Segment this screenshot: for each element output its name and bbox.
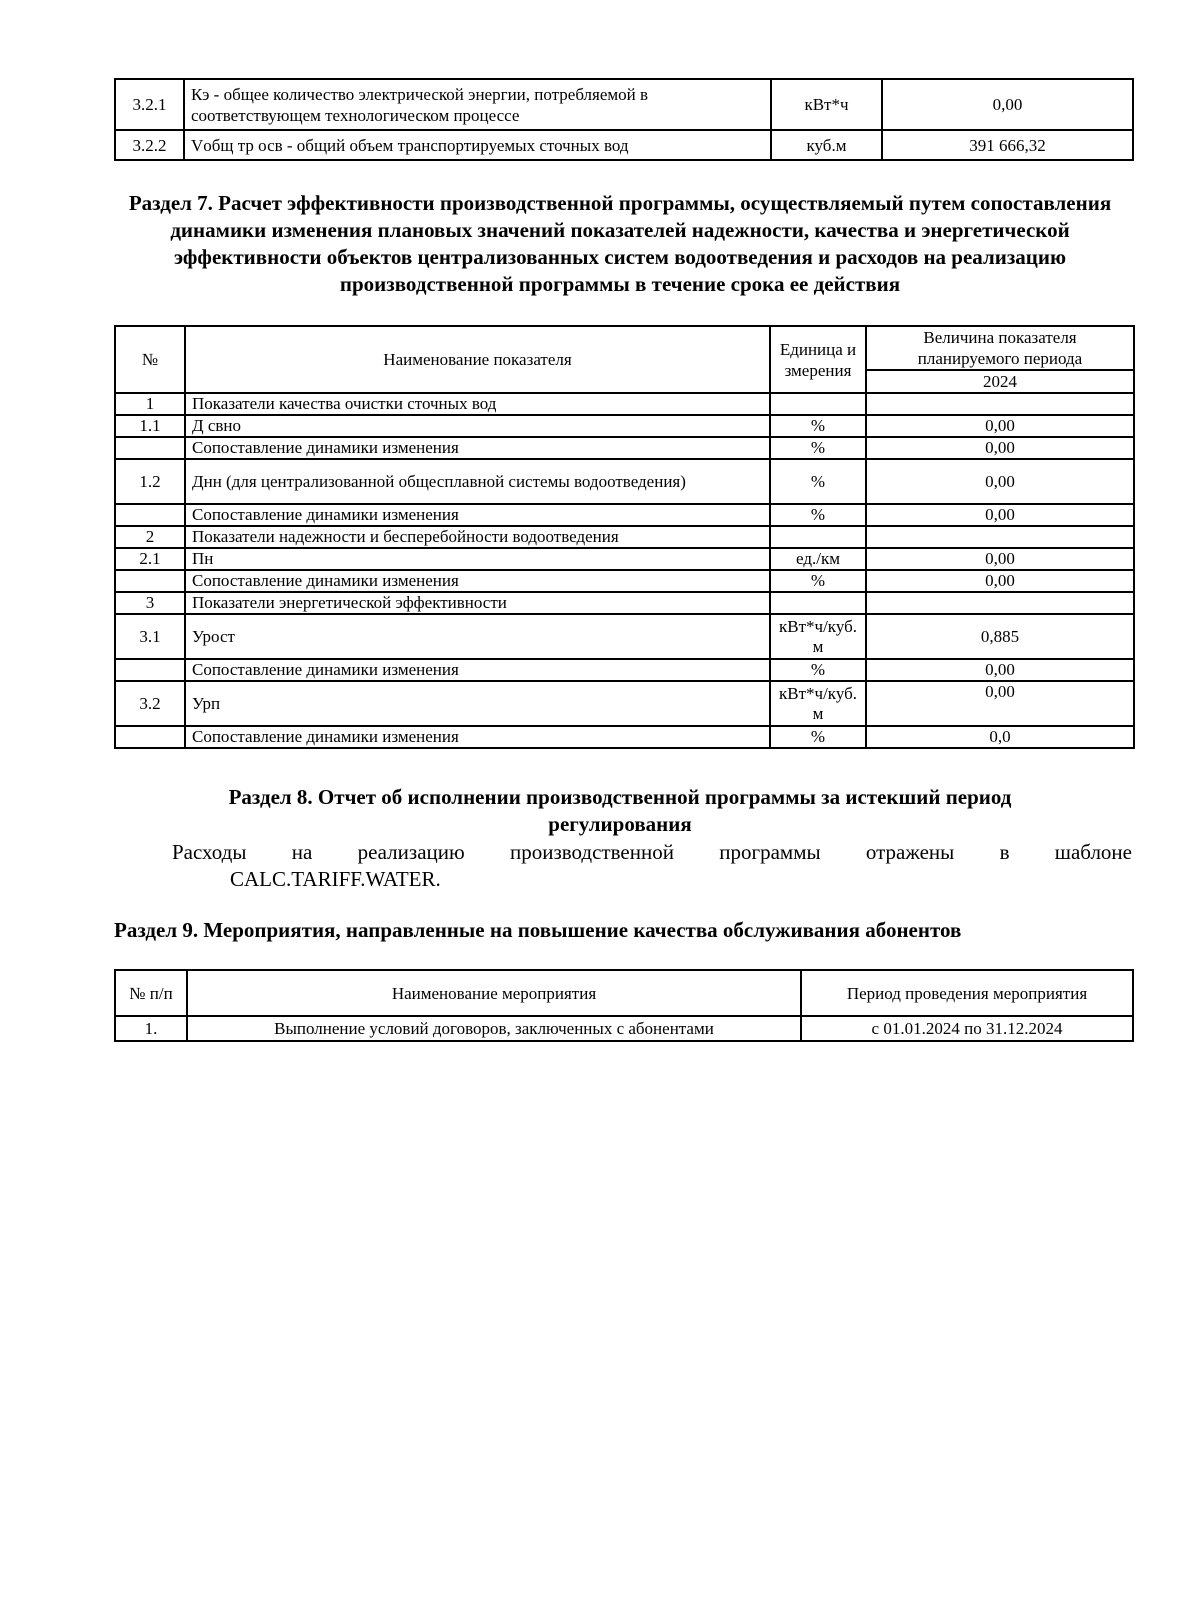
row-unit: % bbox=[770, 726, 866, 748]
table-row bbox=[115, 548, 1134, 570]
table-header-row bbox=[115, 970, 1133, 1016]
header-name: Наименование показателя bbox=[185, 326, 770, 393]
table-row bbox=[115, 614, 1134, 659]
row-name: Показатели качества очистки сточных вод bbox=[185, 393, 770, 415]
row-name: Урп bbox=[185, 681, 770, 726]
row-number: 2 bbox=[115, 526, 185, 548]
table-row bbox=[115, 79, 1133, 130]
row-unit: ед./км bbox=[770, 548, 866, 570]
row-value bbox=[866, 592, 1134, 614]
row-unit: % bbox=[770, 570, 866, 592]
row-value: 0,885 bbox=[866, 614, 1134, 659]
table-row bbox=[115, 504, 1134, 526]
row-value: 0,00 bbox=[882, 79, 1133, 130]
header-number: № п/п bbox=[115, 970, 187, 1016]
header-year: 2024 bbox=[866, 370, 1134, 393]
table-row bbox=[115, 659, 1134, 681]
row-unit: % bbox=[770, 504, 866, 526]
row-period: с 01.01.2024 по 31.12.2024 bbox=[801, 1016, 1133, 1041]
header-unit: Единица измерения bbox=[770, 326, 866, 393]
row-number bbox=[115, 437, 185, 459]
row-number: 3 bbox=[115, 592, 185, 614]
table-row bbox=[115, 393, 1134, 415]
row-number: 1.1 bbox=[115, 415, 185, 437]
row-number: 2.1 bbox=[115, 548, 185, 570]
row-number: 3.1 bbox=[115, 614, 185, 659]
row-unit: % bbox=[770, 437, 866, 459]
row-name: Сопоставление динамики изменения bbox=[185, 504, 770, 526]
row-name: Показатели надежности и бесперебойности водоотведения bbox=[185, 526, 770, 548]
table-row bbox=[115, 459, 1134, 504]
row-unit: кВт*ч/куб.м bbox=[770, 681, 866, 726]
row-name: Показатели энергетической эффективности bbox=[185, 592, 770, 614]
row-unit: % bbox=[770, 459, 866, 504]
section-8-heading: Раздел 8. Отчет об исполнении производственной программы за истекший период регулирования bbox=[228, 785, 1012, 836]
table-row bbox=[115, 415, 1134, 437]
row-name: Выполнение условий договоров, заключенных с абонентами bbox=[187, 1016, 801, 1041]
row-number bbox=[115, 726, 185, 748]
table-row bbox=[115, 526, 1134, 548]
row-number: 3.2.1 bbox=[115, 79, 184, 130]
row-number: 1. bbox=[115, 1016, 187, 1041]
section-8-text-line2: CALC.TARIFF.WATER. bbox=[230, 867, 441, 891]
header-period: Период проведения мероприятия bbox=[801, 970, 1133, 1016]
row-value bbox=[866, 526, 1134, 548]
table-row bbox=[115, 726, 1134, 748]
row-number: 1.2 bbox=[115, 459, 185, 504]
row-name: Урост bbox=[185, 614, 770, 659]
activities-table bbox=[114, 969, 1134, 1042]
row-unit bbox=[770, 526, 866, 548]
row-unit: куб.м bbox=[771, 130, 882, 160]
row-number: 3.2 bbox=[115, 681, 185, 726]
table-row bbox=[115, 1016, 1133, 1041]
row-value bbox=[866, 393, 1134, 415]
row-unit: кВт*ч/куб.м bbox=[770, 614, 866, 659]
header-number: № bbox=[115, 326, 185, 393]
row-number bbox=[115, 570, 185, 592]
row-number: 1 bbox=[115, 393, 185, 415]
table-row bbox=[115, 437, 1134, 459]
row-name: Vобщ тр осв - общий объем транспортируемых сточных вод bbox=[184, 130, 771, 160]
row-name: Сопоставление динамики изменения bbox=[185, 726, 770, 748]
row-unit bbox=[770, 592, 866, 614]
table-row bbox=[115, 130, 1133, 160]
row-value: 0,00 bbox=[866, 437, 1134, 459]
row-unit: % bbox=[770, 659, 866, 681]
row-value: 0,00 bbox=[866, 504, 1134, 526]
row-unit bbox=[770, 393, 866, 415]
row-number: 3.2.2 bbox=[115, 130, 184, 160]
row-unit: кВт*ч bbox=[771, 79, 882, 130]
row-name: Сопоставление динамики изменения bbox=[185, 437, 770, 459]
row-value: 0,00 bbox=[866, 459, 1134, 504]
row-value: 0,00 bbox=[866, 659, 1134, 681]
row-value: 0,0 bbox=[866, 726, 1134, 748]
table-row bbox=[115, 592, 1134, 614]
table-row bbox=[115, 681, 1134, 726]
row-unit: % bbox=[770, 415, 866, 437]
header-name: Наименование мероприятия bbox=[187, 970, 801, 1016]
header-value: Величина показателя планируемого периода bbox=[866, 326, 1134, 370]
row-value: 391 666,32 bbox=[882, 130, 1133, 160]
row-number bbox=[115, 504, 185, 526]
row-name: Д свно bbox=[185, 415, 770, 437]
section-7-heading: Раздел 7. Расчет эффективности производственной программы, осуществляемый путем сопоставления динамики изменения плановых значений показателей надежности, качества и энергетической эффективности объектов централизованных систем водоотведения и расходов на реализацию производственной программы в течение срока ее действия bbox=[128, 191, 1112, 296]
row-value: 0,00 bbox=[866, 415, 1134, 437]
row-value: 0,00 bbox=[866, 548, 1134, 570]
section-8-text-line1: Расходы на реализацию производственной программы отражены в шаблоне bbox=[172, 840, 1132, 864]
row-value: 0,00 bbox=[866, 681, 1134, 726]
row-name: Кэ - общее количество электрической энергии, потребляемой в соответствующем технологическом процессе bbox=[184, 79, 771, 130]
row-name: Пн bbox=[185, 548, 770, 570]
indicators-continuation-table bbox=[114, 78, 1134, 161]
table-header-row bbox=[115, 326, 1134, 370]
row-name: Днн (для централизованной общесплавной системы водоотведения) bbox=[185, 459, 770, 504]
efficiency-table bbox=[114, 325, 1135, 749]
row-number bbox=[115, 659, 185, 681]
row-value: 0,00 bbox=[866, 570, 1134, 592]
row-name: Сопоставление динамики изменения bbox=[185, 570, 770, 592]
section-9-heading: Раздел 9. Мероприятия, направленные на повышение качества обслуживания абонентов bbox=[114, 918, 962, 942]
table-row bbox=[115, 570, 1134, 592]
row-name: Сопоставление динамики изменения bbox=[185, 659, 770, 681]
